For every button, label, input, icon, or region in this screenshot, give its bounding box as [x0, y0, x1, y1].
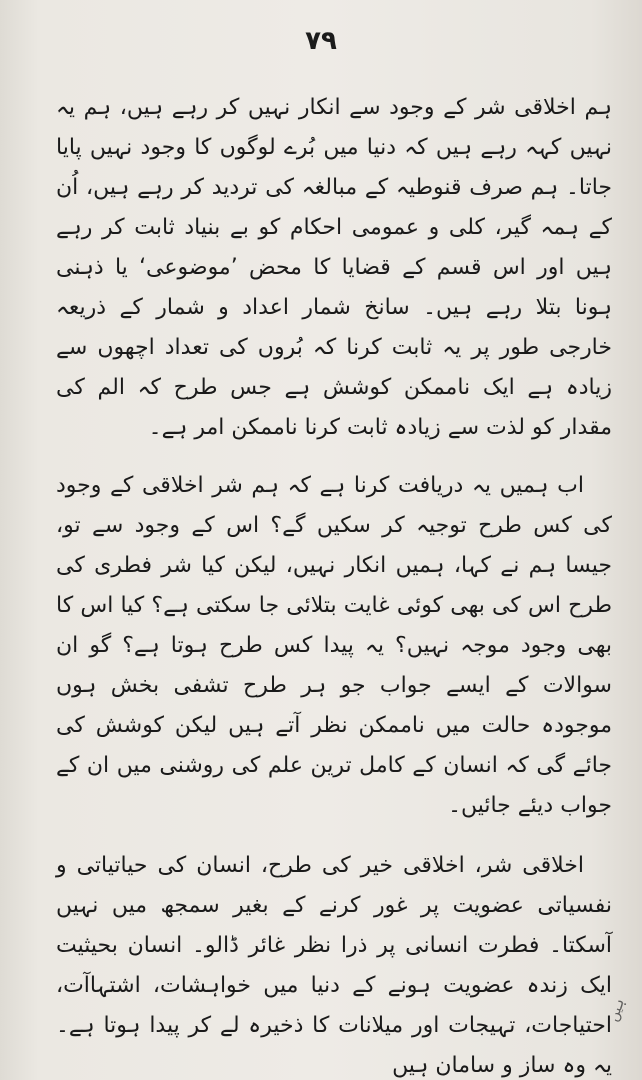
margin-note: ہیں	[605, 996, 628, 1024]
paragraph-3: اخلاقی شر، اخلاقی خیر کی طرح، انسان کی حیاتیاتی و نفسیاتی عضویت پر غور کرنے کے بغیر سمجھ میں نہیں آسکتا۔ فطرت انسانی پر ذرا نظر غائر ڈالو۔ انسان بحیثیت ایک زندہ عضویت ہونے کے دنیا میں خواہشات، اشتہاآت، احتیاجات، تہیجات اور میلانات کا ذخیرہ لے کر پیدا ہوتا ہے۔ یہ وہ ساز و سامان ہیں	[56, 853, 612, 1078]
paragraph-2: اب ہمیں یہ دریافت کرنا ہے کہ ہم شر اخلاقی کے وجود کی کس طرح توجیہ کر سکیں گے؟ اس کے وجود سے تو، جیسا ہم نے کہا، ہمیں انکار نہیں، لیکن کیا شر فطری کی طرح اس کی بھی کوئی غایت بتلائی جا سکتی ہے؟ کیا اس کا بھی وجود موجہ نہیں؟ یہ پیدا کس طرح ہوتا ہے؟ گو ان سوالات کے ایسے جواب جو ہر طرح تشفی بخش ہوں موجودہ حالت میں ناممکن نظر آتے ہیں لیکن کوشش کی جائے گی کہ انسان کے کامل ترین علم کی روشنی میں ان کے جواب دیئے جائیں۔	[56, 473, 612, 818]
page-body	[56, 88, 612, 1080]
paragraph-1: ہم اخلاقی شر کے وجود سے انکار نہیں کر رہے ہیں، ہم یہ نہیں کہہ رہے ہیں کہ دنیا میں بُرے لوگوں کا وجود نہیں پایا جاتا۔ ہم صرف قنوطیہ کے مبالغہ کی تردید کر رہے ہیں، اُن کے ہمہ گیر، کلی و عمومی احکام کو بے بنیاد ثابت کر رہے ہیں اور اس قسم کے قضایا کا محض ’موضوعی‘ یا ذہنی ہونا بتلا رہے ہیں۔ سانخ شمار اعداد و شمار کے ذریعہ خارجی طور پر یہ ثابت کرنا کہ بُروں کی تعداد اچھوں سے زیادہ ہے ایک ناممکن کوشش ہے جس طرح کہ الم کی مقدار کو لذت سے زیادہ ثابت کرنا ناممکن امر ہے۔	[56, 95, 612, 440]
page-number: ٧٩	[305, 26, 337, 56]
